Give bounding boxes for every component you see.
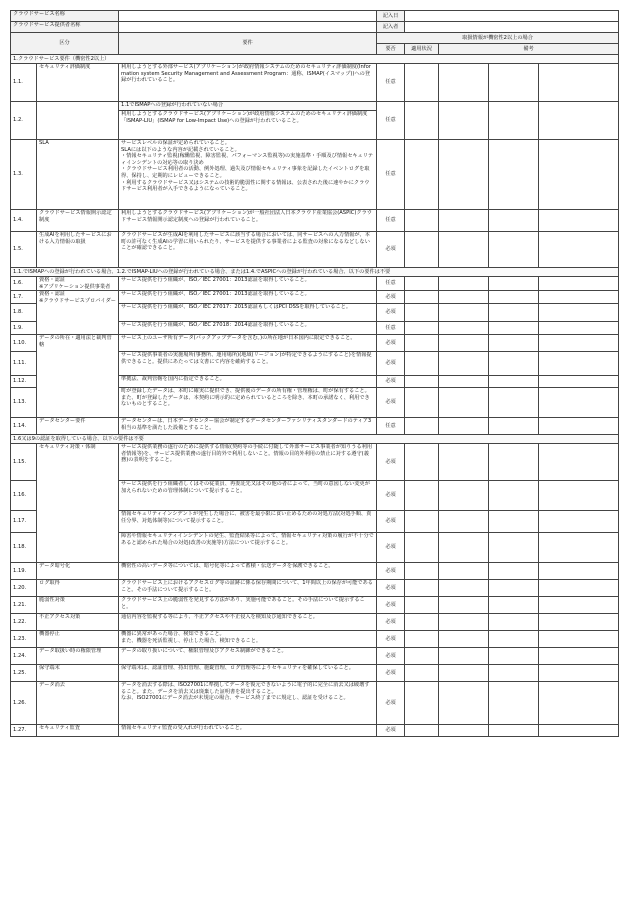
requirement-cell: クラウドサービス上の脆弱性を発見する方法があり、実施可能であること。その手法について提示すること。	[119, 597, 377, 614]
requirement-cell: 利用しようとするクラウドサービス(アプリケーション)が一般社団法人日本クラウド産業協会(ASPIC)クラウドサービス情報開示認定制度への登録が行われていること。	[119, 210, 377, 232]
row-number: 1.13.	[11, 388, 37, 418]
remarks-cell[interactable]	[439, 352, 489, 376]
remarks-cell[interactable]	[539, 388, 619, 418]
service-name-field[interactable]	[119, 11, 377, 22]
requirement-cell: 機器に異常があった場合、検知できること。 また、機器を死活監視し、停止した場合、検知できること。	[119, 631, 377, 648]
condition-note: 1.1でISMAPへの登録が行われていない場合	[119, 102, 376, 111]
category-cell: 脆弱性対策	[37, 597, 119, 614]
remarks-cell[interactable]	[539, 580, 619, 597]
remarks-cell[interactable]	[539, 210, 619, 232]
table-row	[11, 335, 619, 352]
requirement-cell: 保守端末は、認証管理、持出管理、施錠管理、ログ管理等によりセキュリティを確保していること。	[119, 665, 377, 682]
table-row	[11, 277, 619, 291]
remarks-cell[interactable]	[489, 277, 539, 291]
remarks-cell[interactable]	[489, 533, 539, 563]
remarks-cell[interactable]	[539, 511, 619, 533]
remarks-cell[interactable]	[539, 291, 619, 304]
row-number: 1.12.	[11, 376, 37, 388]
status-cell[interactable]	[405, 580, 439, 597]
col-confidential-header: 取扱情報が機密性2以上の場合	[377, 33, 619, 44]
row-number: 1.22.	[11, 614, 37, 631]
necessity-cell: 必須	[377, 725, 405, 737]
remarks-cell[interactable]	[439, 291, 489, 304]
necessity-cell: 任意	[377, 322, 405, 335]
remarks-cell[interactable]	[489, 418, 539, 435]
section-heading-row	[11, 435, 619, 444]
entry-date-field[interactable]	[405, 11, 619, 22]
category-cell: 生成AIを利用したサービスにおける入力情報の取扱	[37, 232, 119, 268]
row-number: 1.19.	[11, 563, 37, 580]
row-number: 1.7.	[11, 291, 37, 304]
remarks-cell[interactable]	[539, 614, 619, 631]
table-row	[11, 597, 619, 614]
status-cell[interactable]	[405, 631, 439, 648]
row-number: 1.1.	[11, 64, 37, 102]
requirement-cell: データセンターは、日本データセンター協会が制定するデータセンターファシリティスタンダードのティア3相当の基準を満たした設備とすること。	[119, 418, 377, 435]
table-row	[11, 725, 619, 737]
status-cell[interactable]	[405, 444, 439, 481]
category-cell: 資格・認証 ※クラウドサービスプロバイダー	[37, 291, 119, 335]
requirement-cell: 町が登録したデータは、本町に確実に提供でき、提供後のデータの所有権・管理権は、町が保有すること。また、町が登録したデータは、本契約に明示的に定められているところを除き、本町の承諾なく、利用できないものとすること。	[119, 388, 377, 418]
status-cell[interactable]	[405, 563, 439, 580]
remarks-cell[interactable]	[439, 335, 489, 352]
status-cell[interactable]	[405, 210, 439, 232]
section-heading: 1.1.でISMAPへの登録が行われている場合、1.2.でISMAP-LIUへの登録が行われている場合、または1.4.でASPICへの登録が行われている場合、以下の要件は不要	[11, 268, 619, 277]
remarks-cell[interactable]	[439, 665, 489, 682]
status-cell[interactable]	[405, 376, 439, 388]
remarks-cell[interactable]	[439, 682, 489, 725]
remarks-cell[interactable]	[439, 418, 489, 435]
remarks-cell[interactable]	[539, 232, 619, 268]
remarks-cell[interactable]	[439, 614, 489, 631]
requirement-cell: クラウドサービス上におけるアクセスログ等の証跡に係る保存期間について、1年間以上の保存が可能であること。その手法について提示すること。	[119, 580, 377, 597]
status-cell[interactable]	[405, 102, 439, 140]
row-number: 1.5.	[11, 232, 37, 268]
row-number: 1.3.	[11, 140, 37, 210]
row-number: 1.15.	[11, 444, 37, 481]
category-cell: 保守端末	[37, 665, 119, 682]
remarks-cell[interactable]	[539, 563, 619, 580]
row-number: 1.26.	[11, 682, 37, 725]
necessity-cell: 任意	[377, 418, 405, 435]
requirement-cell: サービス提供を行う組織が、ISO／IEC 27018：2014認証を取得していること。	[119, 322, 377, 335]
requirement-cell	[119, 102, 377, 140]
remarks-cell[interactable]	[489, 648, 539, 665]
category-cell: 機器停止	[37, 631, 119, 648]
remarks-cell[interactable]	[489, 291, 539, 304]
status-cell[interactable]	[405, 481, 439, 511]
requirement-cell: クラウドサービスが生成AIを利用したサービスに該当する場合においては、同サービスへの入力情報が、本町の許可なく生成AIの学習に用いられたり、サービスを提供する事業者による監査の対象になるなどしないことが確認できること。	[119, 232, 377, 268]
necessity-cell: 必須	[377, 388, 405, 418]
remarks-cell[interactable]	[539, 648, 619, 665]
category-cell: データ消去	[37, 682, 119, 725]
remarks-cell[interactable]	[539, 376, 619, 388]
row-number: 1.14.	[11, 418, 37, 435]
row-number: 1.18.	[11, 533, 37, 563]
provider-name-row	[11, 22, 619, 33]
status-cell[interactable]	[405, 533, 439, 563]
remarks-cell[interactable]	[439, 580, 489, 597]
remarks-cell[interactable]	[489, 597, 539, 614]
remarks-cell[interactable]	[489, 725, 539, 737]
necessity-cell: 必須	[377, 376, 405, 388]
remarks-cell[interactable]	[439, 444, 489, 481]
remarks-cell[interactable]	[489, 511, 539, 533]
status-cell[interactable]	[405, 304, 439, 322]
table-row	[11, 64, 619, 102]
row-number: 1.9.	[11, 322, 37, 335]
necessity-cell: 必須	[377, 614, 405, 631]
remarks-cell[interactable]	[489, 682, 539, 725]
remarks-cell[interactable]	[439, 102, 489, 140]
remarks-cell[interactable]	[439, 376, 489, 388]
checklist-sheet	[10, 10, 618, 737]
remarks-cell[interactable]	[439, 511, 489, 533]
status-cell[interactable]	[405, 232, 439, 268]
requirement-cell: サービス上のユーザ所有データ(バックアップデータを含む。)の所在地が日本国内に限定できること。	[119, 335, 377, 352]
category-cell	[37, 102, 119, 140]
remarks-cell[interactable]	[539, 533, 619, 563]
requirement-cell: サービス提供を行う組織が、ISO／IEC 27001：2013認証を取得していること。	[119, 291, 377, 304]
service-name-label: クラウドサービス名称	[11, 11, 119, 22]
remarks-cell[interactable]	[489, 580, 539, 597]
remarks-cell[interactable]	[489, 322, 539, 335]
remarks-cell[interactable]	[539, 597, 619, 614]
entry-date-label: 記入日	[377, 11, 405, 22]
requirement-cell: サービスレベルの保証が定められていること。 SLAには以下のような内容が記載されていること。 ・情報セキュリティ監視(稼働監視、障害監視、パフォーマンス監視等)の実施基準・手順及び情報セキュリティインシデントの対応等の取り決め ・クラウドサービス利用者の活動、例外処理、過失及び情報セキュリティ事象を記録したイベントログを取得、保持し、定期的にレビューできること。 ・利用するクラウドサービス又はシステムの技術的脆弱性に関する情報は、公表された後に速やかにクラウドサービス利用者が入手できるようになっていること。	[119, 140, 377, 210]
remarks-cell[interactable]	[539, 335, 619, 352]
requirement-cell: 情報セキュリティインシデントが発生した場合に、被害を最小限に食い止めるための対処方法(対処手順、責任分界、対処体制等)について提示すること。	[119, 511, 377, 533]
remarks-cell[interactable]	[489, 614, 539, 631]
table-row	[11, 631, 619, 648]
remarks-cell[interactable]	[489, 304, 539, 322]
status-cell[interactable]	[405, 665, 439, 682]
service-name-row	[11, 11, 619, 22]
necessity-cell: 任意	[377, 140, 405, 210]
table-row	[11, 444, 619, 481]
remarks-cell[interactable]	[439, 563, 489, 580]
category-cell: データの所在・適用法と裁判管轄	[37, 335, 119, 418]
remarks-cell[interactable]	[439, 388, 489, 418]
requirement-cell: サービス提供事業者の実施場所(事務所、運用場所)(地域(リージョン)が特定できるようにすること)を情報提供できること。提供にあたっては文書にて内容を確約すること。	[119, 352, 377, 376]
row-number: 1.6.	[11, 277, 37, 291]
necessity-cell: 必須	[377, 533, 405, 563]
requirement-cell: 通信内容を監視する等により、不正アクセスや不正侵入を検知及び通知できること。	[119, 614, 377, 631]
remarks-cell[interactable]	[539, 481, 619, 511]
category-cell: データセンター要件	[37, 418, 119, 435]
remarks-cell[interactable]	[439, 140, 489, 210]
necessity-cell: 必須	[377, 511, 405, 533]
category-cell: セキュリティ評価制度	[37, 64, 119, 102]
status-cell[interactable]	[405, 352, 439, 376]
remarks-cell[interactable]	[489, 563, 539, 580]
remarks-cell[interactable]	[439, 232, 489, 268]
row-number: 1.8.	[11, 304, 37, 322]
remarks-cell[interactable]	[539, 682, 619, 725]
category-cell: SLA	[37, 140, 119, 210]
requirement-cell: 障害や情報セキュリティインシデントの発生、監査結果等によって、情報セキュリティ対策の履行が不十分であると認められた場合の対処(改善の実施等)方法について提示すること。	[119, 533, 377, 563]
requirements-table	[10, 10, 619, 737]
table-row	[11, 665, 619, 682]
requirement-cell: サービス提供を行う組織者しくはその従業員、再委託先又はその他の者によって、当町の意図しない変更が加えられないための管理体制について提示すること。	[119, 481, 377, 511]
status-cell[interactable]	[405, 322, 439, 335]
section-heading: 1.クラウドサービス要件（機密性2以上）	[11, 55, 619, 64]
category-cell: セキュリティ監査	[37, 725, 119, 737]
remarks-cell[interactable]	[439, 648, 489, 665]
requirement-cell: サービス提供を行う組織が、ISO／IEC 27001：2013認証を取得していること。	[119, 277, 377, 291]
row-number: 1.24.	[11, 648, 37, 665]
category-cell: ログ取得	[37, 580, 119, 597]
remarks-cell[interactable]	[539, 304, 619, 322]
table-row	[11, 140, 619, 210]
necessity-cell: 必須	[377, 580, 405, 597]
necessity-cell: 任意	[377, 277, 405, 291]
col-requirement-header: 要件	[119, 33, 377, 55]
status-cell[interactable]	[405, 682, 439, 725]
category-cell: セキュリティ対策・体制	[37, 444, 119, 563]
remarks-cell[interactable]	[439, 533, 489, 563]
row-number: 1.17.	[11, 511, 37, 533]
entry-person-label: 記入者	[377, 22, 405, 33]
necessity-cell: 任意	[377, 210, 405, 232]
remarks-cell[interactable]	[489, 64, 539, 102]
col-status-header: 適用状況	[405, 44, 439, 55]
table-row	[11, 682, 619, 725]
category-cell: データ暗号化	[37, 563, 119, 580]
remarks-cell[interactable]	[489, 631, 539, 648]
necessity-cell: 必須	[377, 597, 405, 614]
table-row	[11, 648, 619, 665]
category-cell: データ取扱い時の権限管理	[37, 648, 119, 665]
remarks-cell[interactable]	[539, 322, 619, 335]
remarks-cell[interactable]	[439, 64, 489, 102]
row-number: 1.20.	[11, 580, 37, 597]
requirement-cell: データを消去する際は、ISO27001に準拠してデータを復元できないように電子的に完全に消去又は破壊すること。また、データを消去又は廃棄した証明書を提出すること。 なお、ISO27001にデータ消去が未規定の場合、サービス終了までに規定し、認証を受けること。	[119, 682, 377, 725]
row-number: 1.25.	[11, 665, 37, 682]
remarks-cell[interactable]	[489, 140, 539, 210]
provider-name-label: クラウドサービス提供者名称	[11, 22, 119, 33]
section-heading-row	[11, 55, 619, 64]
remarks-cell[interactable]	[439, 597, 489, 614]
row-number: 1.10.	[11, 335, 37, 352]
remarks-cell[interactable]	[539, 64, 619, 102]
status-cell[interactable]	[405, 388, 439, 418]
remarks-cell[interactable]	[539, 102, 619, 140]
entry-person-field[interactable]	[405, 22, 619, 33]
status-cell[interactable]	[405, 291, 439, 304]
row-number: 1.11.	[11, 352, 37, 376]
requirement-cell: データの取り扱いについて、権限管理及びアクセス制御ができること。	[119, 648, 377, 665]
remarks-cell[interactable]	[439, 304, 489, 322]
status-cell[interactable]	[405, 725, 439, 737]
requirement-cell: 機密性の高いデータ等については、暗号化等によって蓄積・伝送データを保護できること。	[119, 563, 377, 580]
necessity-cell: 必須	[377, 481, 405, 511]
table-row	[11, 563, 619, 580]
col-category-header: 区分	[11, 33, 119, 55]
requirement-cell: 利用しようとする外部サービス(アプリケーション)が政府情報システムのためのセキュリティ評価制度(Information system Security Management and Assessment Program：通称、ISMAP(イスマップ))への登録が行われていること。	[119, 64, 377, 102]
remarks-cell[interactable]	[439, 322, 489, 335]
section-heading-row	[11, 268, 619, 277]
status-cell[interactable]	[405, 418, 439, 435]
remarks-cell[interactable]	[489, 388, 539, 418]
row-number: 1.4.	[11, 210, 37, 232]
necessity-cell: 任意	[377, 102, 405, 140]
status-cell[interactable]	[405, 277, 439, 291]
category-cell: 不正アクセス対策	[37, 614, 119, 631]
necessity-cell: 必須	[377, 291, 405, 304]
remarks-cell[interactable]	[489, 481, 539, 511]
table-row	[11, 418, 619, 435]
table-row	[11, 210, 619, 232]
status-cell[interactable]	[405, 64, 439, 102]
category-cell: クラウドサービス情報開示認定制度	[37, 210, 119, 232]
remarks-cell[interactable]	[489, 665, 539, 682]
remarks-cell[interactable]	[539, 352, 619, 376]
remarks-cell[interactable]	[539, 725, 619, 737]
table-row	[11, 580, 619, 597]
status-cell[interactable]	[405, 335, 439, 352]
status-cell[interactable]	[405, 511, 439, 533]
necessity-cell: 必須	[377, 444, 405, 481]
remarks-cell[interactable]	[439, 481, 489, 511]
remarks-cell[interactable]	[489, 210, 539, 232]
remarks-cell[interactable]	[489, 232, 539, 268]
remarks-cell[interactable]	[539, 665, 619, 682]
requirement-cell: サービス提供業務の遂行のために提供する情報(契約等の手続に付随して外部サービス事業者が知りうる利用者情報等)を、サービス提供業務の遂行目的外で利用しないこと。情報の目的外利用の禁止に対する遵守(義務)の表明をすること。	[119, 444, 377, 481]
necessity-cell: 必須	[377, 648, 405, 665]
row-number: 1.2.	[11, 102, 37, 140]
status-cell[interactable]	[405, 140, 439, 210]
status-cell[interactable]	[405, 614, 439, 631]
requirement-text: 利用しようとするクラウドサービス(アプリケーション)が政府情報システムのためのセキュリティ評価制度「ISMAP-LIU」(ISMAP for Low-Impact Use)への登録が行われていること。	[121, 111, 368, 124]
necessity-cell: 必須	[377, 304, 405, 322]
table-row	[11, 102, 619, 140]
requirement-cell: サービス提供を行う組織が、ISO／IEC 27017：2015認証もしくはPCI DSSを取得していること。	[119, 304, 377, 322]
necessity-cell: 必須	[377, 563, 405, 580]
table-row	[11, 291, 619, 304]
remarks-cell[interactable]	[539, 418, 619, 435]
row-number: 1.21.	[11, 597, 37, 614]
necessity-cell: 必須	[377, 232, 405, 268]
necessity-cell: 必須	[377, 335, 405, 352]
row-number: 1.27.	[11, 725, 37, 737]
remarks-cell[interactable]	[439, 725, 489, 737]
status-cell[interactable]	[405, 597, 439, 614]
row-number: 1.23.	[11, 631, 37, 648]
necessity-cell: 任意	[377, 64, 405, 102]
remarks-cell[interactable]	[439, 631, 489, 648]
status-cell[interactable]	[405, 648, 439, 665]
col-remarks-header: 備考	[439, 44, 619, 55]
provider-name-field[interactable]	[119, 22, 377, 33]
remarks-cell[interactable]	[539, 140, 619, 210]
table-row	[11, 232, 619, 268]
remarks-cell[interactable]	[439, 277, 489, 291]
remarks-cell[interactable]	[489, 376, 539, 388]
necessity-cell: 必須	[377, 665, 405, 682]
category-cell: 資格・認証 ※アプリケーション提供事業者	[37, 277, 119, 291]
col-necessity-header: 要否	[377, 44, 405, 55]
requirement-cell: 準拠法、裁判管轄を国内に指定できること。	[119, 376, 377, 388]
remarks-cell[interactable]	[489, 352, 539, 376]
necessity-cell: 必須	[377, 682, 405, 725]
necessity-cell: 必須	[377, 631, 405, 648]
necessity-cell: 必須	[377, 352, 405, 376]
section-heading: 1.6又は9の認証を取得している場合、以下の要件は不要	[11, 435, 619, 444]
remarks-cell[interactable]	[439, 210, 489, 232]
row-number: 1.16.	[11, 481, 37, 511]
column-header-row-1	[11, 33, 619, 44]
remarks-cell[interactable]	[489, 335, 539, 352]
requirement-cell: 情報セキュリティ監査の受入れが行われていること。	[119, 725, 377, 737]
table-row	[11, 614, 619, 631]
remarks-cell[interactable]	[539, 444, 619, 481]
remarks-cell[interactable]	[539, 277, 619, 291]
remarks-cell[interactable]	[489, 444, 539, 481]
remarks-cell[interactable]	[539, 631, 619, 648]
remarks-cell[interactable]	[489, 102, 539, 140]
